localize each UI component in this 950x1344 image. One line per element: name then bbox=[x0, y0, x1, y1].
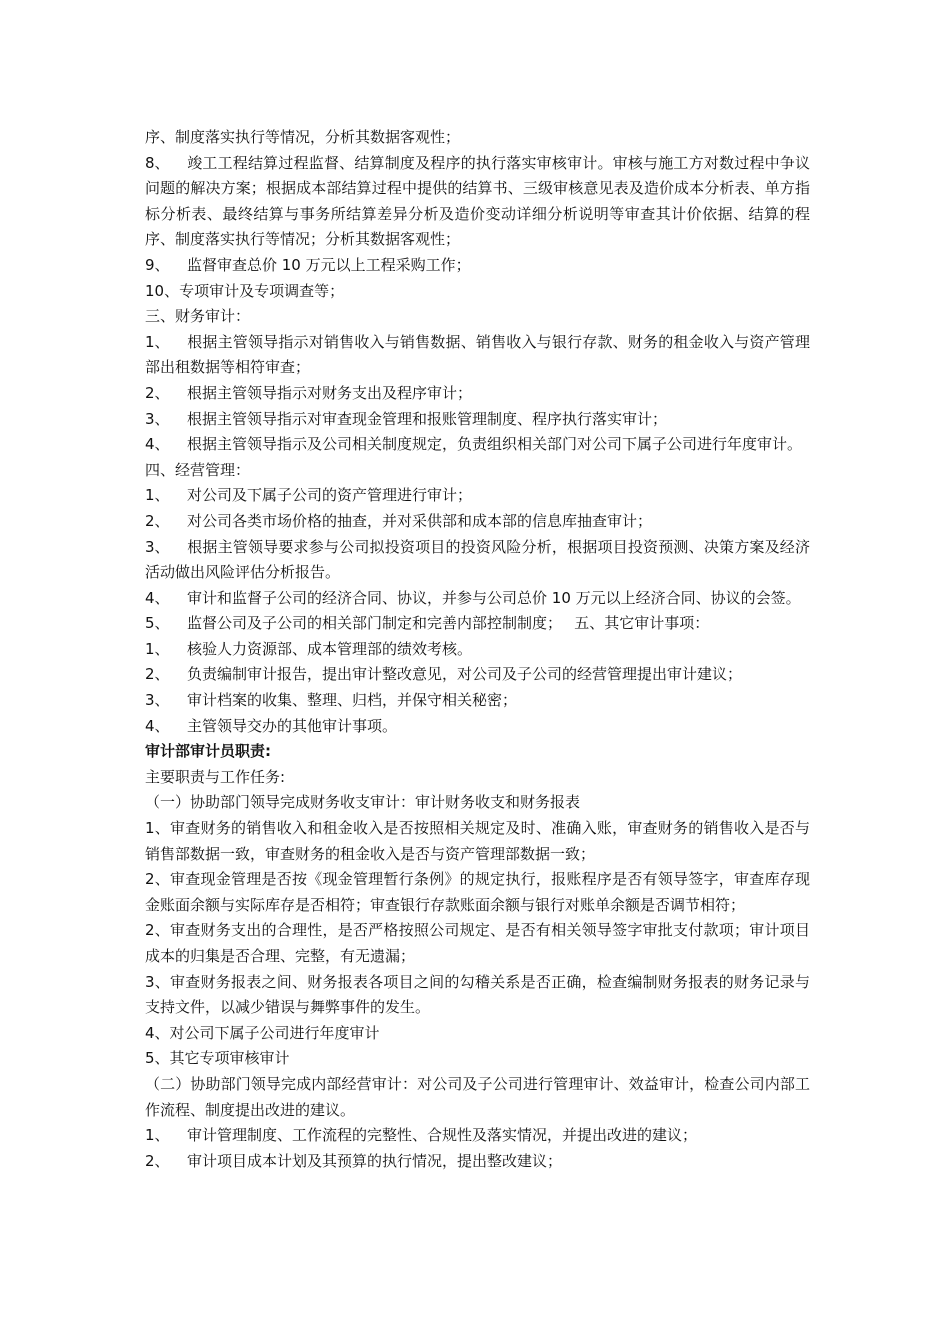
item-text: 主管领导交办的其他审计事项。 bbox=[187, 716, 398, 735]
item-number: 3、 bbox=[145, 409, 170, 428]
numbered-item bbox=[145, 330, 810, 381]
item-text: 审计项目成本计划及其预算的执行情况，提出整改建议； bbox=[187, 1151, 563, 1170]
item-number: 3、 bbox=[145, 537, 170, 556]
paragraph: （一）协助部门领导完成财务收支审计：审计财务收支和财务报表 bbox=[145, 793, 581, 812]
numbered-item bbox=[145, 509, 810, 535]
item-text: 根据主管领导要求参与公司拟投资项目的投资风险分析，根据项目投资预测、决策方案及经济活动做出风险评估分析报告。 bbox=[145, 537, 810, 582]
item-text: 监督审查总价 10 万元以上工程采购工作； bbox=[187, 255, 471, 274]
numbered-item bbox=[145, 151, 810, 253]
paragraph: 2、审查现金管理是否按《现金管理暂行条例》的规定执行，报账程序是否有领导签字，审查库存现金账面余额与实际库存是否相符；审查银行存款账面余额与银行对账单余额是否调节相符； bbox=[145, 870, 810, 914]
paragraph: 10、专项审计及专项调查等； bbox=[145, 281, 345, 300]
item-number: 1、 bbox=[145, 332, 170, 351]
item-text: 对公司及下属子公司的资产管理进行审计； bbox=[187, 486, 473, 505]
item-number: 5、 bbox=[145, 614, 170, 633]
document-body bbox=[145, 125, 810, 1174]
item-text: 审计档案的收集、整理、归档，并保守相关秘密； bbox=[187, 691, 518, 710]
item-number: 4、 bbox=[145, 588, 170, 607]
item-number: 2、 bbox=[145, 511, 170, 530]
item-number: 1、 bbox=[145, 1126, 170, 1145]
item-number: 2、 bbox=[145, 665, 170, 684]
item-text: 根据主管领导指示对财务支出及程序审计； bbox=[187, 383, 473, 402]
numbered-item bbox=[145, 586, 810, 612]
numbered-item bbox=[145, 535, 810, 586]
paragraph: 三、财务审计： bbox=[145, 307, 251, 326]
item-text: 根据主管领导指示对审查现金管理和报账管理制度、程序执行落实审计； bbox=[187, 409, 668, 428]
item-text: 核验人力资源部、成本管理部的绩效考核。 bbox=[187, 639, 473, 658]
paragraph: 3、审查财务报表之间、财务报表各项目之间的勾稽关系是否正确，检查编制财务报表的财务记录与支持文件，以减少错误与舞弊事件的发生。 bbox=[145, 972, 810, 1017]
numbered-item bbox=[145, 1123, 810, 1149]
item-number: 2、 bbox=[145, 383, 170, 402]
numbered-item bbox=[145, 662, 810, 688]
numbered-item bbox=[145, 253, 810, 279]
numbered-item bbox=[145, 432, 810, 458]
item-number: 4、 bbox=[145, 716, 170, 735]
paragraph: 5、其它专项审核审计 bbox=[145, 1049, 290, 1068]
numbered-item bbox=[145, 483, 810, 509]
item-text: 负责编制审计报告，提出审计整改意见，对公司及子公司的经营管理提出审计建议； bbox=[187, 665, 743, 684]
numbered-item bbox=[145, 688, 810, 714]
numbered-item bbox=[145, 407, 810, 433]
item-text: 审计和监督子公司的经济合同、协议，并参与公司总价 10 万元以上经济合同、协议的会签。 bbox=[187, 588, 801, 607]
paragraph: （二）协助部门领导完成内部经营审计：对公司及子公司进行管理审计、效益审计，检查公司内部工作流程、制度提出改进的建议。 bbox=[145, 1074, 810, 1119]
section-heading: 审计部审计员职责: bbox=[145, 742, 271, 761]
paragraph: 4、对公司下属子公司进行年度审计 bbox=[145, 1023, 380, 1042]
item-text: 审计管理制度、工作流程的完整性、合规性及落实情况，并提出改进的建议； bbox=[187, 1126, 698, 1145]
paragraph: 2、审查财务支出的合理性，是否严格按照公司规定、是否有相关领导签字审批支付款项；审计项目成本的归集是否合理、完整，有无遗漏； bbox=[145, 921, 810, 965]
paragraph: 1、审查财务的销售收入和租金收入是否按照相关规定及时、准确入账，审查财务的销售收入是否与销售部数据一致，审查财务的租金收入是否与资产管理部数据一致； bbox=[145, 819, 810, 863]
paragraph: 主要职责与工作任务: bbox=[145, 767, 286, 786]
paragraph: 四、经营管理： bbox=[145, 460, 251, 479]
item-text: 根据主管领导指示对销售收入与销售数据、销售收入与银行存款、财务的租金收入与资产管理部出租数据等相符审查； bbox=[145, 332, 810, 377]
numbered-item bbox=[145, 714, 810, 740]
item-text: 根据主管领导指示及公司相关制度规定，负责组织相关部门对公司下属子公司进行年度审计。 bbox=[187, 435, 803, 454]
item-text: 竣工工程结算过程监督、结算制度及程序的执行落实审核审计。审核与施工方对数过程中争议问题的解决方案；根据成本部结算过程中提供的结算书、三级审核意见表及造价成本分析表、单方指标分析表、最终结算与事务所结算差异分析及造价变动详细分析说明等审查其计价依据、结算的程序、制度落实执行等情况；分析其数据客观性； bbox=[145, 153, 810, 249]
numbered-item bbox=[145, 1149, 810, 1175]
item-number: 8、 bbox=[145, 153, 170, 172]
item-text: 对公司各类市场价格的抽查，并对采供部和成本部的信息库抽查审计； bbox=[187, 511, 653, 530]
item-number: 1、 bbox=[145, 639, 170, 658]
item-number: 1、 bbox=[145, 486, 170, 505]
numbered-item bbox=[145, 637, 810, 663]
paragraph: 序、制度落实执行等情况，分析其数据客观性； bbox=[145, 128, 461, 146]
item-number: 9、 bbox=[145, 255, 170, 274]
item-text: 监督公司及子公司的相关部门制定和完善内部控制制度； 五、其它审计事项： bbox=[187, 614, 710, 633]
item-number: 4、 bbox=[145, 435, 170, 454]
item-number: 2、 bbox=[145, 1151, 170, 1170]
numbered-item bbox=[145, 611, 810, 637]
numbered-item bbox=[145, 381, 810, 407]
item-number: 3、 bbox=[145, 691, 170, 710]
